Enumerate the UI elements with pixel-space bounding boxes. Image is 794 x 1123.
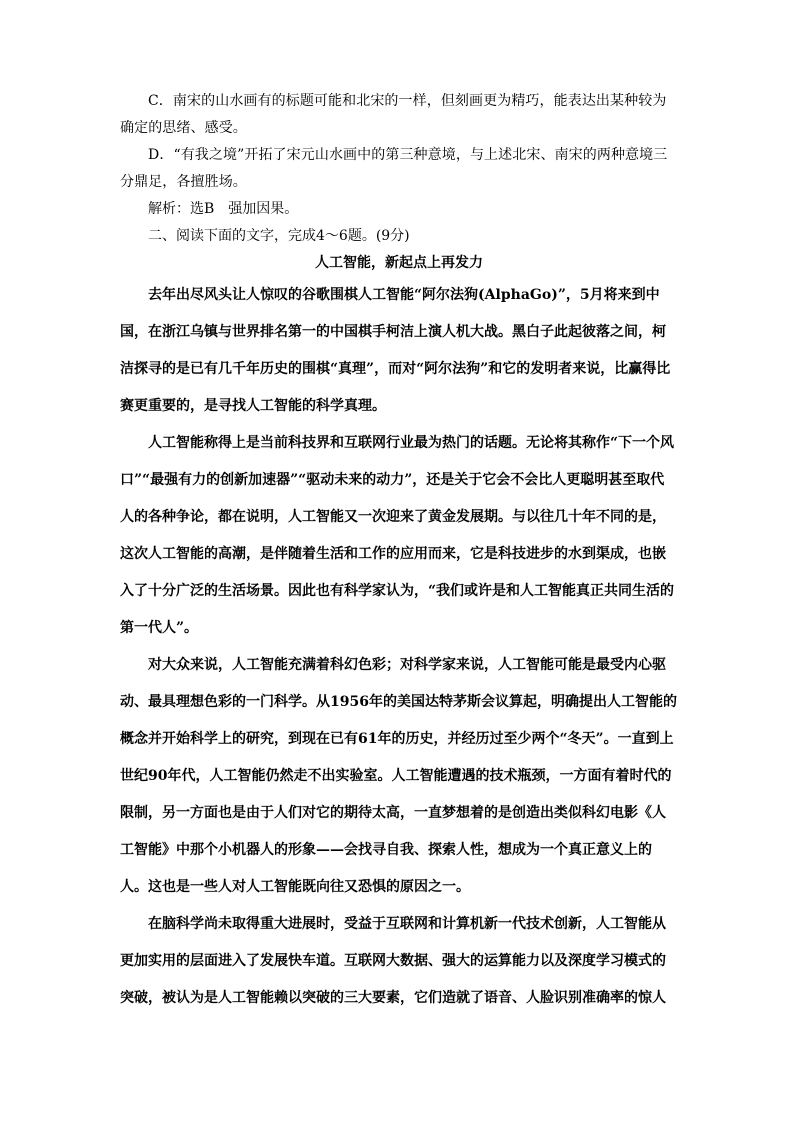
article-paragraph-1: 去年出尽风头让人惊叹的谷歌围棋人工智能“阿尔法狗(AlphaGo)”，5月将来到中国，在浙江乌镇与世界排名第一的中国棋手柯洁上演人机大战。黑白子此起彼落之间，柯洁探寻的是已有几千年历史的围棋“真理”，而对“阿尔法狗”和它的发明者来说，比赢得比赛更重要的，是寻找人工智能的科学真理。 <box>120 287 671 414</box>
option-c-label: C． <box>148 93 173 109</box>
option-d-label: D． <box>148 147 174 163</box>
document-content <box>120 88 678 1017</box>
article-paragraph-3: 对大众来说，人工智能充满着科幻色彩；对科学家来说，人工智能可能是最受内心驱动、最具理想色彩的一门科学。从1956年的美国达特茅斯会议算起，明确提出人工智能的概念并开始科学上的研究，到现在已有61年的历史，并经历过至少两个“冬天”。一直到上世纪90年代，人工智能仍然走不出实验室。人工智能遭遇的技术瓶颈，一方面有着时代的限制，另一方面也是由于人们对它的期待太高，一直梦想着的是创造出类似科幻电影《人工智能》中那个小机器人的形象——会找寻自我、探索人性，想成为一个真正意义上的人。这也是一些人对人工智能既向往又恐惧的原因之一。 <box>120 657 677 895</box>
option-d-text: “有我之境”开拓了宋元山水画中的第三种意境，与上述北宋、南宋的两种意境三分鼎足，各擅胜场。 <box>120 147 668 190</box>
section-heading: 二、阅读下面的文字，完成4～6题。(9分) <box>148 228 410 244</box>
option-d <box>120 142 678 196</box>
analysis <box>120 196 678 223</box>
article-paragraph-2: 人工智能称得上是当前科技界和互联网行业最为热门的话题。无论将其称作“下一个风口”“最强有力的创新加速器”“驱动未来的动力”，还是关于它会不会比人更聪明甚至取代人的各种争论，都在说明，人工智能又一次迎来了黄金发展期。与以往几十年不同的是，这次人工智能的高潮，是伴随着生活和工作的应用而来，它是科技进步的水到渠成，也嵌入了十分广泛的生活场景。因此也有科学家认为，“我们或许是和人工智能真正共同生活的第一代人”。 <box>120 435 675 636</box>
article-title: 人工智能，新起点上再发力 <box>315 255 483 271</box>
option-c <box>120 88 678 142</box>
analysis-text: 选B 强加因果。 <box>190 201 299 217</box>
analysis-label: 解析： <box>148 201 190 217</box>
article-paragraph-4: 在脑科学尚未取得重大进展时，受益于互联网和计算机新一代技术创新，人工智能从更加实用的层面进入了发展快车道。互联网大数据、强大的运算能力以及深度学习模式的突破，被认为是人工智能赖以突破的三大要素，它们造就了语音、人脸识别准确率的惊人 <box>120 916 666 1006</box>
option-c-text: 南宋的山水画有的标题可能和北宋的一样，但刻画更为精巧，能表达出某种较为确定的思绪、感受。 <box>120 93 667 136</box>
